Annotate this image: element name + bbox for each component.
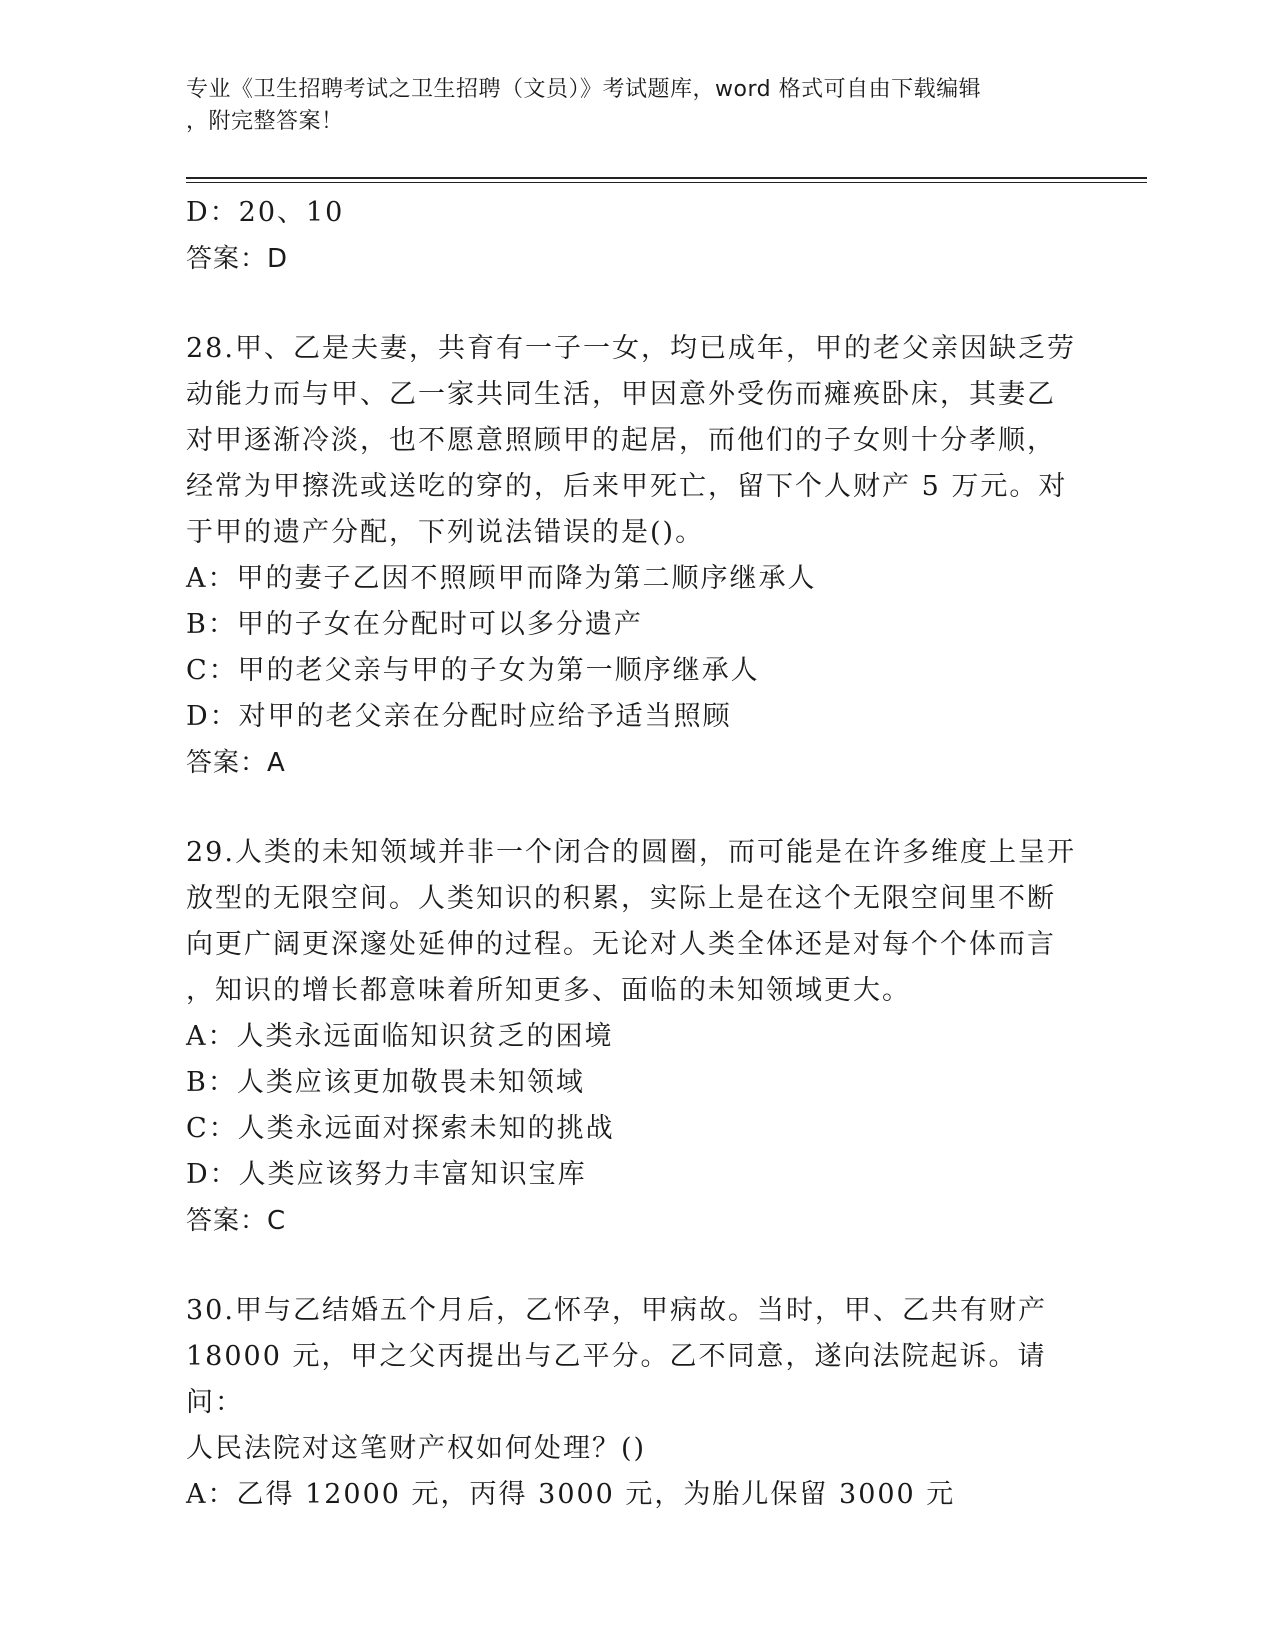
- answer: 答案：D: [186, 244, 289, 274]
- question-30: [186, 1288, 1086, 1518]
- prev-question-tail: [186, 190, 1086, 282]
- question-text-line: 28.甲、乙是夫妻，共育有一子一女，均已成年，甲的老父亲因缺乏劳: [186, 333, 1076, 364]
- option-d: D：人类应该努力丰富知识宝库: [186, 1159, 587, 1190]
- question-28: [186, 326, 1086, 786]
- question-text-line: 向更广阔更深邃处延伸的过程。无论对人类全体还是对每个个体而言: [186, 929, 1056, 960]
- answer: 答案：A: [186, 748, 286, 778]
- page-header: [186, 74, 1066, 138]
- option-c: C：人类永远面对探索未知的挑战: [186, 1113, 615, 1144]
- answer: 答案：C: [186, 1206, 287, 1236]
- header-rule-thin: [186, 182, 1147, 183]
- question-text-line: 对甲逐渐冷淡，也不愿意照顾甲的起居，而他们的子女则十分孝顺，: [186, 425, 1056, 456]
- question-text-line: 30.甲与乙结婚五个月后，乙怀孕，甲病故。当时，甲、乙共有财产: [186, 1295, 1047, 1326]
- option-c: C：甲的老父亲与甲的子女为第一顺序继承人: [186, 655, 760, 686]
- question-text-line: ，知识的增长都意味着所知更多、面临的未知领域更大。: [186, 975, 911, 1006]
- header-line-2: ，附完整答案！: [186, 109, 344, 134]
- question-29: [186, 830, 1086, 1244]
- option-a: A：甲的妻子乙因不照顾甲而降为第二顺序继承人: [186, 563, 817, 594]
- question-text-line: 18000 元，甲之父丙提出与乙平分。乙不同意，遂向法院起诉。请问：: [186, 1341, 1047, 1418]
- header-line-1: 专业《卫生招聘考试之卫生招聘（文员）》考试题库，word 格式可自由下载编辑: [186, 77, 982, 102]
- question-text-line: 于甲的遗产分配，下列说法错误的是()。: [186, 517, 705, 548]
- option-a: A：人类永远面临知识贫乏的困境: [186, 1021, 614, 1052]
- question-text-line: 人民法院对这笔财产权如何处理？(): [186, 1433, 647, 1464]
- header-rule-thick: [186, 177, 1147, 179]
- option-d: D：对甲的老父亲在分配时应给予适当照顾: [186, 701, 732, 732]
- option-b: B：人类应该更加敬畏未知领域: [186, 1067, 585, 1098]
- question-text-line: 29.人类的未知领域并非一个闭合的圆圈，而可能是在许多维度上呈开: [186, 837, 1076, 868]
- question-text-line: 经常为甲擦洗或送吃的穿的，后来甲死亡，留下个人财产 5 万元。对: [186, 471, 1068, 502]
- question-text-line: 放型的无限空间。人类知识的积累，实际上是在这个无限空间里不断: [186, 883, 1056, 914]
- option-b: B：甲的子女在分配时可以多分遗产: [186, 609, 643, 640]
- option-d: D：20、10: [186, 197, 345, 228]
- option-a: A：乙得 12000 元，丙得 3000 元，为胎儿保留 3000 元: [186, 1479, 956, 1510]
- document-body: [186, 190, 1086, 1518]
- question-text-line: 动能力而与甲、乙一家共同生活，甲因意外受伤而瘫痪卧床，其妻乙: [186, 379, 1056, 410]
